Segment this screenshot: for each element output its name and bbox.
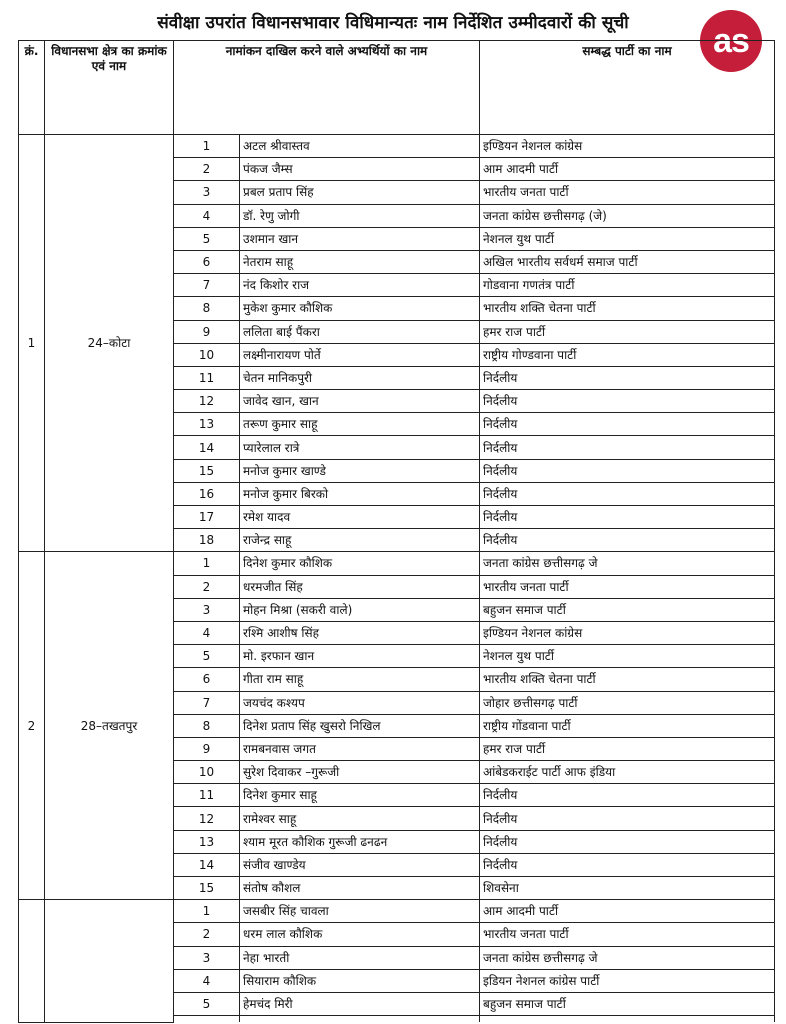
party-name: जनता कांग्रेस छत्तीसगढ़ जे <box>480 946 775 969</box>
candidate-number: 3 <box>174 946 240 969</box>
candidate-number: 8 <box>174 297 240 320</box>
empty-cell <box>174 1016 240 1023</box>
party-name: इण्डियन नेशनल कांग्रेस <box>480 621 775 644</box>
party-name: निर्दलीय <box>480 390 775 413</box>
party-name: भारतीय शक्ति चेतना पार्टी <box>480 668 775 691</box>
party-name: राष्ट्रीय गोंडवाना पार्टी <box>480 714 775 737</box>
candidate-name: डॉ. रेणु जोगी <box>240 204 480 227</box>
candidate-name: अटल श्रीवास्तव <box>240 135 480 158</box>
empty-cell <box>240 1016 480 1023</box>
candidate-name: मनोज कुमार बिरको <box>240 482 480 505</box>
candidate-name: मुकेश कुमार कौशिक <box>240 297 480 320</box>
party-name: नेशनल युथ पार्टी <box>480 645 775 668</box>
candidate-name: दिनेश कुमार कौशिक <box>240 552 480 575</box>
party-name: भारतीय जनता पार्टी <box>480 181 775 204</box>
party-name: हमर राज पार्टी <box>480 737 775 760</box>
candidate-number: 11 <box>174 366 240 389</box>
candidate-name: दिनेश प्रताप सिंह खुसरो निखिल <box>240 714 480 737</box>
party-name: भारतीय जनता पार्टी <box>480 923 775 946</box>
candidate-number: 17 <box>174 506 240 529</box>
candidate-name: नंद किशोर राज <box>240 274 480 297</box>
candidate-name: धरमजीत सिंह <box>240 575 480 598</box>
table-row <box>19 552 775 575</box>
party-name: निर्दलीय <box>480 830 775 853</box>
candidate-number: 10 <box>174 343 240 366</box>
party-name: नेशनल युथ पार्टी <box>480 227 775 250</box>
candidate-number: 1 <box>174 135 240 158</box>
table-row <box>19 900 775 923</box>
logo-text: as <box>713 22 749 60</box>
candidate-number: 12 <box>174 807 240 830</box>
party-name: निर्दलीय <box>480 506 775 529</box>
header-serial: क्रं. <box>19 41 45 135</box>
party-name: हमर राज पार्टी <box>480 320 775 343</box>
candidate-number: 5 <box>174 645 240 668</box>
candidate-name: उशमान खान <box>240 227 480 250</box>
candidate-number: 7 <box>174 274 240 297</box>
candidate-number: 16 <box>174 482 240 505</box>
candidate-name: जावेद खान, खान <box>240 390 480 413</box>
candidate-name: रमेश यादव <box>240 506 480 529</box>
party-name: भारतीय शक्ति चेतना पार्टी <box>480 297 775 320</box>
candidate-number: 10 <box>174 761 240 784</box>
candidate-name: संतोष कौशल <box>240 877 480 900</box>
candidate-number: 12 <box>174 390 240 413</box>
party-name: भारतीय जनता पार्टी <box>480 575 775 598</box>
candidate-number: 8 <box>174 714 240 737</box>
candidate-name: तरूण कुमार साहू <box>240 413 480 436</box>
party-name: आंबेडकराईट पार्टी आफ इंडिया <box>480 761 775 784</box>
candidate-name: पंकज जैम्स <box>240 158 480 181</box>
party-name: इडियन नेशनल कांग्रेस पार्टी <box>480 969 775 992</box>
candidate-name: सियाराम कौशिक <box>240 969 480 992</box>
candidate-number: 15 <box>174 877 240 900</box>
candidate-number: 1 <box>174 552 240 575</box>
candidate-name: दिनेश कुमार साहू <box>240 784 480 807</box>
empty-cell <box>480 1016 775 1023</box>
party-name: निर्दलीय <box>480 482 775 505</box>
party-name: इण्डियन नेशनल कांग्रेस <box>480 135 775 158</box>
candidate-name: श्याम मूरत कौशिक गुरूजी ढनढन <box>240 830 480 853</box>
constituency-name: 24–कोटा <box>45 135 174 552</box>
header-party: सम्बद्ध पार्टी का नाम <box>480 41 775 135</box>
candidate-name: चेतन मानिकपुरी <box>240 366 480 389</box>
party-name: निर्दलीय <box>480 413 775 436</box>
party-name: बहुजन समाज पार्टी <box>480 598 775 621</box>
candidate-number: 1 <box>174 900 240 923</box>
candidate-number: 4 <box>174 204 240 227</box>
constituency-name: 28–तखतपुर <box>45 552 174 900</box>
party-name: निर्दलीय <box>480 436 775 459</box>
party-name: निर्दलीय <box>480 784 775 807</box>
candidate-number: 11 <box>174 784 240 807</box>
candidate-number: 3 <box>174 181 240 204</box>
candidate-number: 2 <box>174 923 240 946</box>
header-constituency: विधानसभा क्षेत्र का क्रमांक एवं नाम <box>45 41 174 135</box>
candidate-number: 5 <box>174 992 240 1015</box>
party-name: जनता कांग्रेस छत्तीसगढ़ जे <box>480 552 775 575</box>
party-name: निर्दलीय <box>480 459 775 482</box>
party-name: आम आदमी पार्टी <box>480 900 775 923</box>
candidate-name: रामबनवास जगत <box>240 737 480 760</box>
party-name: शिवसेना <box>480 877 775 900</box>
candidate-number: 7 <box>174 691 240 714</box>
candidate-number: 13 <box>174 830 240 853</box>
constituency-serial: 1 <box>19 135 45 552</box>
candidate-number: 6 <box>174 250 240 273</box>
candidate-name: नेतराम साहू <box>240 250 480 273</box>
party-name: आम आदमी पार्टी <box>480 158 775 181</box>
page-title: संवीक्षा उपरांत विधानसभावार विधिमान्यतः नाम निर्देशित उम्मीदवारों की सूची <box>157 13 629 33</box>
table-body <box>19 135 775 1023</box>
constituency-serial <box>19 900 45 1022</box>
candidate-number: 14 <box>174 853 240 876</box>
candidate-name: रश्मि आशीष सिंह <box>240 621 480 644</box>
candidate-number: 9 <box>174 320 240 343</box>
header-candidate: नामांकन दाखिल करने वाले अभ्यर्थियों का नाम <box>174 41 480 135</box>
constituency-serial: 2 <box>19 552 45 900</box>
candidate-number: 4 <box>174 969 240 992</box>
candidate-name: नेहा भारती <box>240 946 480 969</box>
candidate-number: 15 <box>174 459 240 482</box>
party-name: जोहार छत्तीसगढ़ पार्टी <box>480 691 775 714</box>
candidate-number: 2 <box>174 158 240 181</box>
candidate-name: हेमचंद मिरी <box>240 992 480 1015</box>
candidate-number: 3 <box>174 598 240 621</box>
candidate-number: 6 <box>174 668 240 691</box>
candidate-name: प्यारेलाल रात्रे <box>240 436 480 459</box>
party-name: निर्दलीय <box>480 853 775 876</box>
party-name: निर्दलीय <box>480 529 775 552</box>
candidate-name: मोहन मिश्रा (सकरी वाले) <box>240 598 480 621</box>
party-name: निर्दलीय <box>480 807 775 830</box>
candidate-name: जयचंद कश्यप <box>240 691 480 714</box>
candidate-name: राजेन्द्र साहू <box>240 529 480 552</box>
candidates-table <box>18 40 775 1023</box>
header-row <box>19 41 775 135</box>
candidate-number: 2 <box>174 575 240 598</box>
candidate-number: 5 <box>174 227 240 250</box>
candidate-number: 14 <box>174 436 240 459</box>
candidate-name: धरम लाल कौशिक <box>240 923 480 946</box>
candidate-name: लक्ष्मीनारायण पोर्ते <box>240 343 480 366</box>
party-name: बहुजन समाज पार्टी <box>480 992 775 1015</box>
party-name: जनता कांग्रेस छत्तीसगढ़ (जे) <box>480 204 775 227</box>
candidate-number: 13 <box>174 413 240 436</box>
candidate-number: 9 <box>174 737 240 760</box>
candidate-number: 4 <box>174 621 240 644</box>
candidate-name: गीता राम साहू <box>240 668 480 691</box>
candidate-name: प्रबल प्रताप सिंह <box>240 181 480 204</box>
candidate-number: 18 <box>174 529 240 552</box>
party-name: गोडवाना गणतंत्र पार्टी <box>480 274 775 297</box>
candidate-name: मनोज कुमार खाण्डे <box>240 459 480 482</box>
candidate-name: संजीव खाण्डेय <box>240 853 480 876</box>
candidate-name: मो. इरफान खान <box>240 645 480 668</box>
candidate-name: ललिता बाई पैंकरा <box>240 320 480 343</box>
candidate-name: रामेश्वर साहू <box>240 807 480 830</box>
candidate-name: सुरेश दिवाकर –गुरूजी <box>240 761 480 784</box>
party-name: राष्ट्रीय गोण्डवाना पार्टी <box>480 343 775 366</box>
party-name: अखिल भारतीय सर्वधर्म समाज पार्टी <box>480 250 775 273</box>
table-row <box>19 135 775 158</box>
candidate-name: जसबीर सिंह चावला <box>240 900 480 923</box>
party-name: निर्दलीय <box>480 366 775 389</box>
constituency-name <box>45 900 174 1022</box>
